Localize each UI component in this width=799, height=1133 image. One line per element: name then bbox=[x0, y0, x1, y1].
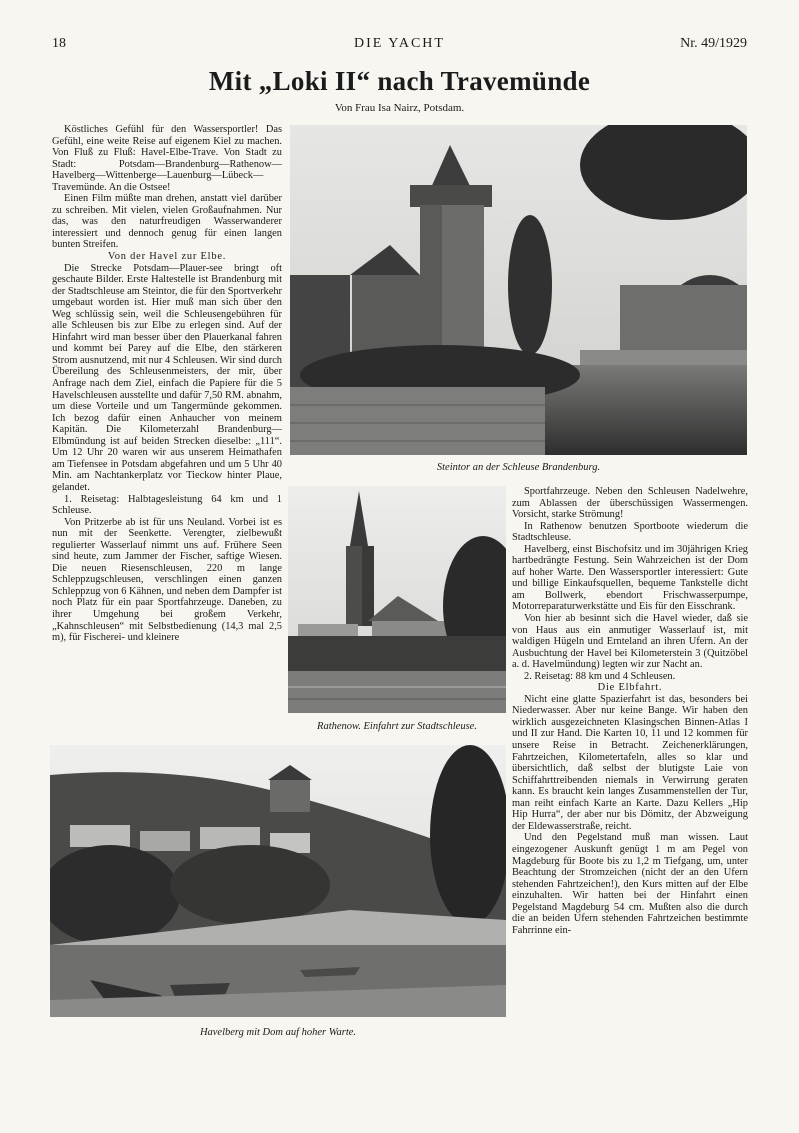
rathenow-caption: Rathenow. Einfahrt zur Stadtschleuse. bbox=[317, 721, 477, 732]
paragraph: 1. Reisetag: Halbtagesleistung 64 km und 1 Schleuse. bbox=[52, 493, 282, 517]
running-title: DIE YACHT bbox=[354, 36, 445, 51]
section-heading: Die Elbfahrt. bbox=[597, 682, 663, 694]
paragraph: Von hier ab besinnt sich die Havel wieder, daß sie von Haus aus ein anmutiger Wasserlauf ist, mit waldigen Hügeln und Ernteland an ihren Ufern. An der Ausbuchtung der Havel bei Kilometerstein 3 (Quitzöbel a. d. Havelmündung) legten wir zur Nacht an. bbox=[512, 613, 748, 671]
paragraph: Die Strecke Potsdam—Plauer-see bringt oft geschaute Bilder. Erste Haltestelle ist Brandenburg mit der Stadtschleuse am Steintor, die für den Sportverkehr umgebaut worden ist. Hier muß man sich über den Weg schlüssig sein, weil die Schleusengebühren für alle Schleusen bis zur Elbe zu erlegen sind. Auf der Hinfahrt wird man besser über den Plauerkanal fahren und kommt bei Parey auf die Elbe, den stärkeren Strom ausnutzend, mit nur 4 Schleusen. Wir sind durch Übereilung des Schleusenmeisters, der mir, über Anfrage nach dem Ziel, einfach die Papiere für die 5 Havelschleusen ausstellte und dafür 7,50 RM. abnahm, um diese Vorteile und um Tangermünde gekommen. Ich bezog dafür einen Anhaucher von meinem Kapitän. Die Kilometerzahl Brandenburg—Elbmündung ist auf beiden Strecken dieselbe: „111“. Um 12 Uhr 20 waren wir aus unserem Heimathafen am Tiefensee in Potsdam abgefahren und um 5 Uhr 40 Min. am Nachtankerplatz vor Tieckow hinter Plaue, gelandet. bbox=[52, 262, 282, 493]
issue-number: Nr. 49/1929 bbox=[680, 36, 747, 51]
left-text-column bbox=[52, 124, 282, 738]
middle-text-column bbox=[512, 486, 748, 1048]
paragraph: Köstliches Gefühl für den Wassersportler! Das Gefühl, eine weite Reise auf eigenem Kiel zu machen. Von Fluß zu Fluß: Havel-Elbe-Trave. Von Stadt zu Stadt: Potsdam—Brandenburg—Rathenow—Havelberg—Wittenberge—Lauenburg—Lübeck—Travemünde. An die Ostsee! bbox=[52, 124, 282, 193]
havelberg-photo bbox=[50, 745, 506, 1017]
article-title: Mit „Loki II“ nach Travemünde bbox=[208, 66, 591, 96]
havelberg-caption: Havelberg mit Dom auf hoher Warte. bbox=[199, 1027, 357, 1038]
page-number: 18 bbox=[52, 36, 66, 51]
paragraph: Einen Film müßte man drehen, anstatt viel darüber zu schreiben. Mit vielen, vielen Großaufnahmen. Nur das, was den naturfreudigen Wasserwanderer interessiert und dennoch genug für einen langen bunten Streifen. bbox=[52, 193, 282, 251]
paragraph: Sportfahrzeuge. Neben den Schleusen Nadelwehre, zum Ablassen der überschüssigen Wassermengen. Vorsicht, starke Strömung! bbox=[512, 486, 748, 521]
paragraph: Von Pritzerbe ab ist für uns Neuland. Vorbei ist es nun mit der Seenkette. Verengter, zielbewußt regulierter Wasserlauf nimmt uns auf. Frühere Seen sind heute, zum Jammer der Fischer, saftige Wiesen. Die neuen Riesenschleusen, 220 m lange Schleppzugschleusen, verschlingen einen ganzen Schleppzug von 6 Kähnen, und neben dem Dampfer ist noch Platz für ein paar Sportfahrzeuge. Daneben, zu ihrer Umgehung bei großem Verkehr, „Kahnschleusen“ mit Selbstbedienung (14,3 mal 2,5 m), für Fischerei- und kleinere bbox=[52, 516, 282, 644]
paragraph: 2. Reisetag: 88 km und 4 Schleusen. bbox=[524, 670, 676, 682]
section-heading: Von der Havel zur Elbe. bbox=[107, 251, 227, 263]
paragraph: In Rathenow benutzen Sportboote wiederum die Stadtschleuse. bbox=[512, 520, 748, 544]
steintor-photo bbox=[290, 125, 747, 455]
byline: Von Frau Isa Nairz, Potsdam. bbox=[334, 102, 465, 114]
steintor-caption: Steintor an der Schleuse Brandenburg. bbox=[436, 462, 601, 473]
paragraph: Und den Pegelstand muß man wissen. Laut eingezogener Auskunft genügt 1 m am Pegel von Magdeburg für Boote bis zu 1,2 m Tiefgang, um, unter Beachtung der Stromzeichen (nicht der an den Ufern stehenden Fahrtzeichen!), den Kurs mitten auf der Elbe einzuhalten. Wir hatten bei der Hinfahrt einen Pegelstand Magdeburg 54 cm. Mußten also die durch die an beiden Ufern stehenden Fahrtzeichen bestimmte Fahrrinne ein- bbox=[512, 832, 748, 936]
paragraph: Nicht eine glatte Spazierfahrt ist das, besonders bei Niederwasser. Aber nur keine Bange. Wir haben den wirklich ausgezeichneten Klasingschen Binnen-Atlas I und II zur Hand. Die Karten 10, 11 und 12 kommen für unsere Reise in Betracht. Zeichenerklärungen, Fahrtzeichen, Kilometertafeln, alles so klar und übersichtlich, daß selbst der blutigste Laie von Schiffahrttreibenden niemals in Verwirrung geraten kann. Es braucht kein langes Zusammenstellen der Tur, man reiht einfach Karte an Karte. Dazu Kellers „Hip Hip Hurra“, der aber nur bis Dömitz, der Abzweigung der Eldewasserstraße, reicht. bbox=[512, 693, 748, 832]
rathenow-photo bbox=[288, 486, 506, 713]
paragraph: Havelberg, einst Bischofsitz und im 30jährigen Krieg hartbedrängte Festung. Sein Wahrzeichen ist der Dom auf hoher Warte. Den Wassersportler interessiert: Gute und billige Einkaufsquellen, bequeme Tankstelle dicht am Bollwerk, ebendort Frischwasserpumpe, Motorreparaturwerkstätte und Eis für den Eisschrank. bbox=[512, 543, 748, 613]
